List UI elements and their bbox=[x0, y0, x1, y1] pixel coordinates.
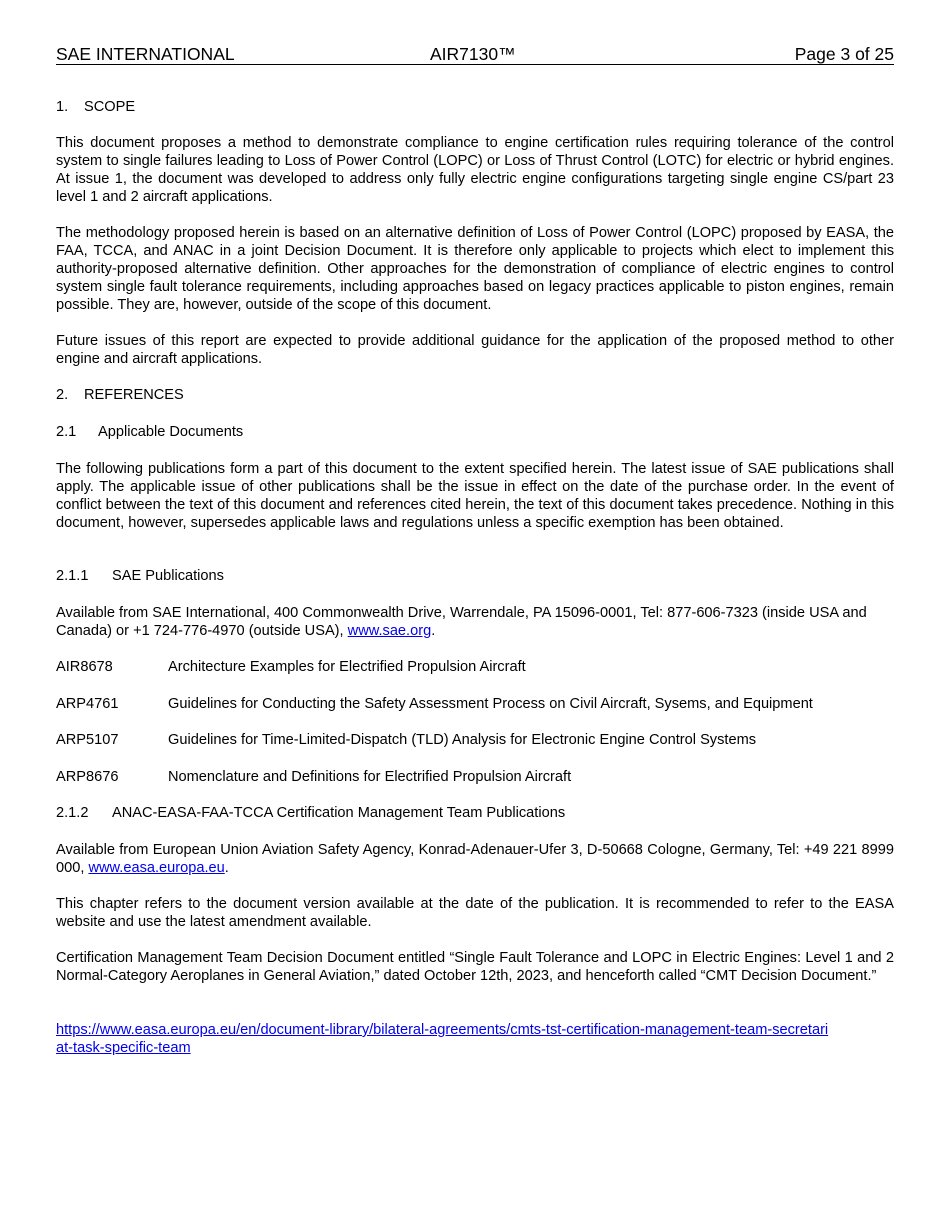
reference-title: Guidelines for Time-Limited-Dispatch (TLD) Analysis for Electronic Engine Control Systems bbox=[168, 732, 757, 748]
reference-title: Nomenclature and Definitions for Electrified Propulsion Aircraft bbox=[168, 769, 572, 785]
availability-text: Available from European Union Aviation Safety Agency, Konrad-Adenauer-Ufer 3, D-50668 Cologne, Germany, Tel: +49 221 8999 000, bbox=[56, 842, 894, 876]
sae-website-link[interactable]: www.sae.org bbox=[347, 623, 432, 639]
scope-paragraph-2: The methodology proposed herein is based on an alternative definition of Loss of Power Control (LOPC) proposed by EASA, the FAA, TCCA, and ANAC in a joint Decision Document. It is therefore only applicable to projects which elect to implement this authority-proposed alternative definition. Other approaches for the demonstration of compliance of electric engines to control system single fault tolerance requirements, including approaches based on legacy practices applicable to piston engines, remain possible. They are, however, outside of the scope of this document. bbox=[56, 225, 894, 313]
section-title: SAE Publications bbox=[112, 568, 224, 584]
header-document-number: AIR7130™ bbox=[430, 44, 516, 64]
section-title: ANAC-EASA-FAA-TCCA Certification Management Team Publications bbox=[112, 805, 566, 821]
easa-website-link[interactable]: www.easa.europa.eu bbox=[88, 860, 225, 876]
reference-row bbox=[56, 658, 894, 676]
availability-end: . bbox=[224, 860, 229, 876]
availability-end: . bbox=[431, 623, 436, 639]
reference-title: Architecture Examples for Electrified Propulsion Aircraft bbox=[168, 659, 526, 675]
easa-document-url bbox=[56, 1021, 836, 1057]
section-2-1-1-heading bbox=[56, 567, 894, 585]
sae-availability-paragraph bbox=[56, 604, 894, 640]
reference-row bbox=[56, 695, 894, 713]
reference-code: ARP4761 bbox=[56, 696, 119, 712]
header-page-label: Page 3 of 25 bbox=[794, 44, 894, 64]
reference-code: ARP8676 bbox=[56, 769, 119, 785]
section-title: REFERENCES bbox=[84, 387, 184, 403]
availability-text: Available from SAE International, 400 Commonwealth Drive, Warrendale, PA 15096-0001, Tel: 877-606-7323 (inside USA and Canada) or +1 724-776-4970 (outside USA), bbox=[56, 605, 867, 639]
section-number: 1. bbox=[56, 99, 69, 115]
section-number: 2. bbox=[56, 387, 69, 403]
reference-row bbox=[56, 731, 894, 749]
decision-document-link[interactable]: https://www.easa.europa.eu/en/document-library/bilateral-agreements/cmts-tst-certification-management-team-secretariat-task-specific-team bbox=[56, 1022, 829, 1056]
reference-code: AIR8678 bbox=[56, 659, 113, 675]
page-header bbox=[56, 44, 894, 65]
section-2-heading bbox=[56, 386, 894, 404]
section-title: SCOPE bbox=[84, 99, 136, 115]
reference-row bbox=[56, 768, 894, 786]
reference-code: ARP5107 bbox=[56, 732, 119, 748]
reference-title: Guidelines for Conducting the Safety Assessment Process on Civil Aircraft, Sysems, and Equipment bbox=[168, 696, 813, 712]
section-2-1-2-heading bbox=[56, 804, 894, 822]
header-organization: SAE INTERNATIONAL bbox=[56, 44, 235, 64]
decision-document-paragraph: Certification Management Team Decision Document entitled “Single Fault Tolerance and LOPC in Electric Engines: Level 1 and 2 Normal-Category Aeroplanes in General Aviation,” dated October 12th, 2023, and henceforth called “CMT Decision Document.” bbox=[56, 950, 894, 984]
section-number: 2.1.2 bbox=[56, 805, 89, 821]
scope-paragraph-1: This document proposes a method to demonstrate compliance to engine certification rules requiring tolerance of the control system to single failures leading to Loss of Power Control (LOPC) or Loss of Thrust Control (LOTC) for electric or hybrid engines. At issue 1, the document was developed to address only fully electric engine configurations targeting single engine CS/part 23 level 1 and 2 aircraft applications. bbox=[56, 135, 894, 205]
chapter-note-paragraph: This chapter refers to the document version available at the date of the publication. It is recommended to refer to the EASA website and use the latest amendment available. bbox=[56, 896, 894, 930]
applicable-documents-paragraph: The following publications form a part of this document to the extent specified herein. The latest issue of SAE publications shall apply. The applicable issue of other publications shall be the issue in effect on the date of the purchase order. In the event of conflict between the text of this document and references cited herein, the text of this document takes precedence. Nothing in this document, however, supersedes applicable laws and regulations unless a specific exemption has been obtained. bbox=[56, 461, 894, 531]
section-title: Applicable Documents bbox=[98, 424, 244, 440]
scope-paragraph-3: Future issues of this report are expected to provide additional guidance for the application of the proposed method to other engine and aircraft applications. bbox=[56, 333, 894, 367]
section-number: 2.1.1 bbox=[56, 568, 89, 584]
section-1-heading bbox=[56, 98, 894, 116]
section-number: 2.1 bbox=[56, 424, 77, 440]
section-2-1-heading bbox=[56, 423, 894, 441]
easa-availability-paragraph bbox=[56, 841, 894, 877]
